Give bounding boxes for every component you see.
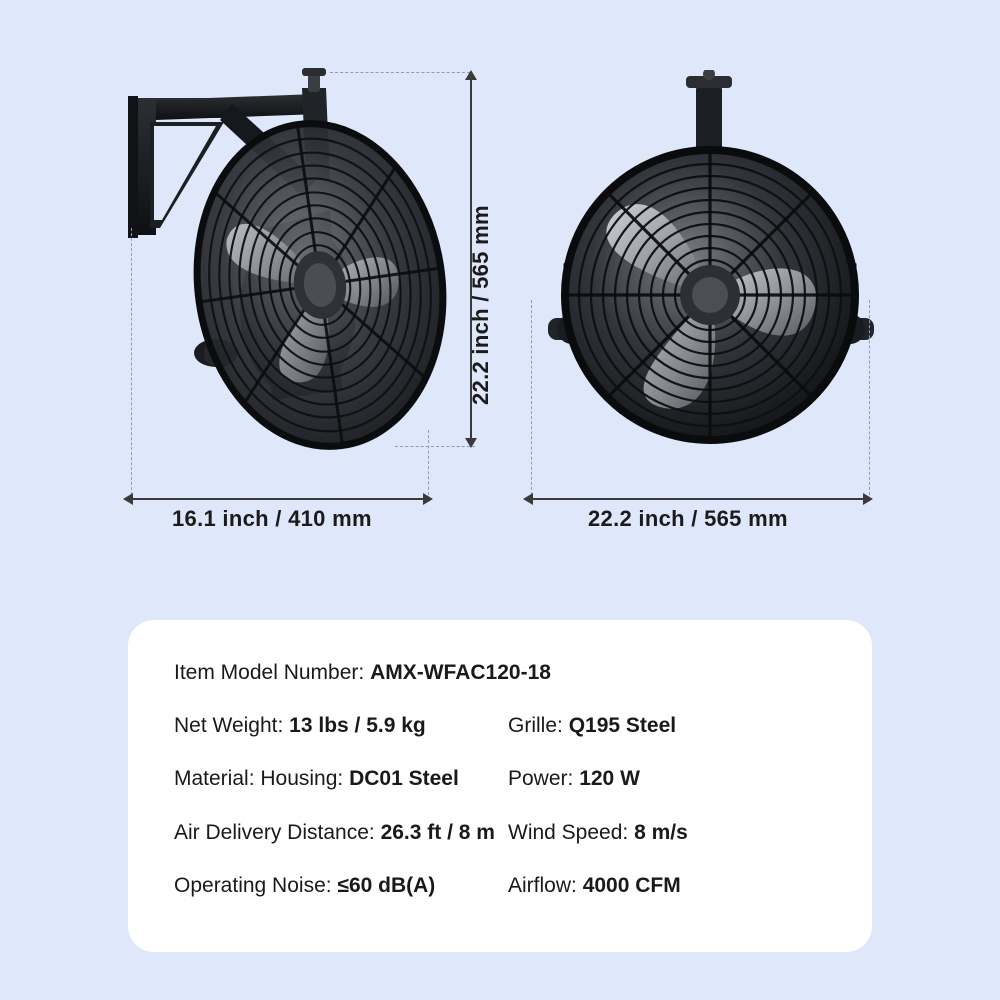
specifications-card — [128, 620, 872, 952]
spec-key: Power: — [508, 767, 574, 791]
right-view-width-line — [531, 498, 869, 500]
spec-key: Airflow: — [508, 873, 577, 897]
spec-row — [174, 766, 826, 791]
right-view-width-arrow-left — [523, 493, 533, 505]
spec-row — [174, 820, 826, 845]
right-view-right-guide — [869, 300, 870, 500]
left-view-top-guide — [330, 72, 470, 73]
spec-key: Wind Speed: — [508, 820, 629, 844]
spec-value: 120 W — [579, 767, 640, 791]
left-view-width-arrow-left — [123, 493, 133, 505]
right-view-width-label: 22.2 inch / 565 mm — [588, 506, 788, 531]
spec-key: Material: Housing: — [174, 767, 344, 791]
spec-value: Q195 Steel — [568, 714, 677, 738]
right-view-width-arrow-right — [863, 493, 873, 505]
spec-value: 8 m/s — [634, 820, 688, 844]
spec-item-air-delivery-distance — [174, 820, 500, 845]
spec-key: Net Weight: — [174, 714, 284, 738]
spec-item-operating-noise — [174, 873, 500, 898]
spec-value: 4000 CFM — [582, 873, 681, 897]
spec-row — [174, 873, 826, 898]
left-view-right-guide — [428, 430, 429, 500]
spec-item-net-weight — [174, 713, 500, 738]
spec-value: 26.3 ft / 8 m — [380, 820, 495, 844]
spec-value: DC01 Steel — [349, 767, 459, 791]
left-view-bottom-guide — [395, 446, 475, 447]
spec-key: Item Model Number: — [174, 661, 365, 684]
left-view-height-arrow-top — [465, 70, 477, 80]
left-view-height-arrow-bottom — [465, 438, 477, 448]
spec-item-wind-speed — [500, 820, 834, 845]
left-view-width-line — [131, 498, 429, 500]
left-view-left-guide — [131, 228, 132, 500]
right-view-left-guide — [531, 300, 532, 500]
wall-mount-fan-front-view-image — [520, 70, 900, 490]
spec-value: ≤60 dB(A) — [337, 873, 436, 897]
spec-row — [174, 713, 826, 738]
spec-item-grille-material — [500, 713, 834, 738]
spec-key: Air Delivery Distance: — [174, 820, 375, 844]
spec-key: Operating Noise: — [174, 873, 332, 897]
left-view-height-label: 22.2 inch / 565 mm — [468, 205, 493, 405]
spec-item-housing-material — [174, 766, 500, 791]
left-view-width-label: 16.1 inch / 410 mm — [172, 506, 372, 531]
spec-item-airflow — [500, 873, 834, 898]
spec-value: 13 lbs / 5.9 kg — [289, 714, 426, 738]
spec-item-item-model-number — [174, 660, 826, 685]
spec-item-power — [500, 766, 834, 791]
spec-value: AMX-WFAC120-18 — [370, 661, 551, 684]
left-view-width-arrow-right — [423, 493, 433, 505]
spec-row — [174, 660, 826, 685]
spec-key: Grille: — [508, 714, 563, 738]
